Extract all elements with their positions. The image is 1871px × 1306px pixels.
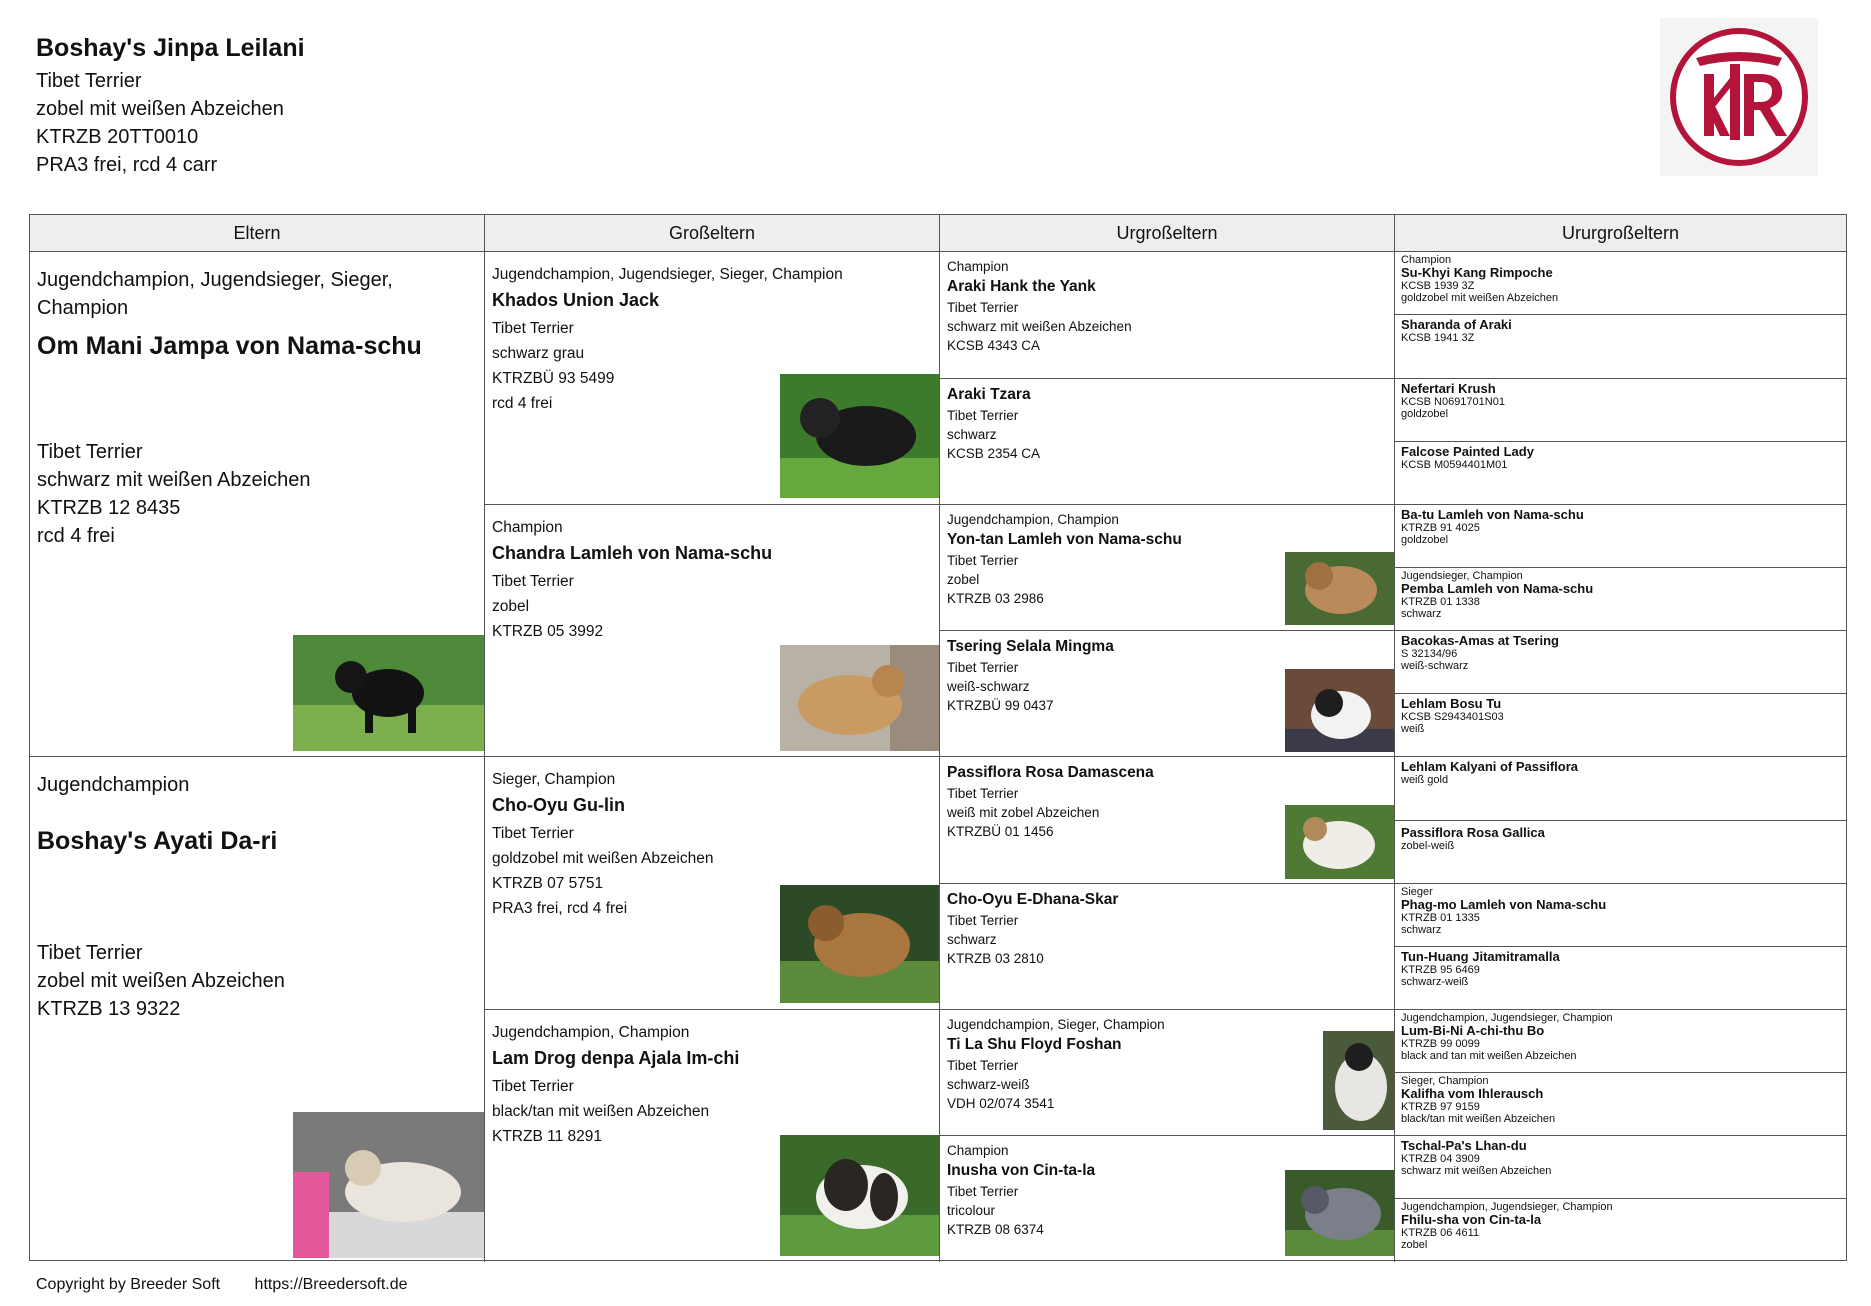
dog-photo bbox=[1285, 552, 1394, 625]
ancestor-color: weiß gold bbox=[1401, 774, 1449, 786]
ancestor-color: schwarz bbox=[1401, 924, 1442, 936]
page-footer bbox=[36, 1276, 438, 1294]
great-grandparent-8 bbox=[940, 1136, 1395, 1262]
grandparent-titles: Jugendchampion, Champion bbox=[492, 1024, 690, 1041]
ancestor-name: Passiflora Rosa Gallica bbox=[1401, 825, 1545, 840]
great-great-grandparent-15 bbox=[1395, 1136, 1846, 1199]
grandparent-breed: Tibet Terrier bbox=[492, 825, 574, 842]
parent-registration: KTRZB 13 9322 bbox=[37, 998, 181, 1020]
great-grandparent-name: Yon-tan Lamleh von Nama-schu bbox=[947, 531, 1182, 548]
ancestor-name: Kalifha vom Ihlerausch bbox=[1401, 1086, 1544, 1101]
ancestor-name: Falcose Painted Lady bbox=[1401, 444, 1534, 459]
great-grandparent-5 bbox=[940, 757, 1395, 884]
ancestor-titles: Jugendsieger, Champion bbox=[1401, 570, 1523, 582]
parent-name: Boshay's Ayati Da-ri bbox=[37, 827, 278, 855]
great-grandparent-breed: Tibet Terrier bbox=[947, 553, 1019, 568]
great-grandparent-breed: Tibet Terrier bbox=[947, 660, 1019, 675]
great-grandparent-color: weiß mit zobel Abzeichen bbox=[947, 805, 1100, 820]
great-great-grandparent-14 bbox=[1395, 1073, 1846, 1136]
grandparent-name: Lam Drog denpa Ajala Im-chi bbox=[492, 1048, 740, 1068]
pedigree-table bbox=[29, 214, 1847, 1261]
great-grandparent-color: zobel bbox=[947, 572, 980, 587]
great-great-grandparent-7 bbox=[1395, 631, 1846, 694]
great-grandparent-registration: VDH 02/074 3541 bbox=[947, 1096, 1055, 1111]
great-grandparent-2 bbox=[940, 379, 1395, 505]
grandparent-name: Khados Union Jack bbox=[492, 290, 660, 310]
ancestor-registration: KCSB M0594401M01 bbox=[1401, 459, 1508, 471]
great-grandparent-titles: Champion bbox=[947, 1143, 1009, 1158]
great-grandparent-6 bbox=[940, 884, 1395, 1010]
column-header-great-grandparents: Urgroßeltern bbox=[940, 215, 1395, 252]
great-grandparent-1 bbox=[940, 252, 1395, 379]
ktr-logo bbox=[1660, 18, 1818, 176]
ancestor-name: Nefertari Krush bbox=[1401, 381, 1496, 396]
grandparent-registration: KTRZB 07 5751 bbox=[492, 875, 604, 892]
parent-sire bbox=[30, 252, 485, 757]
grandparent-color: black/tan mit weißen Abzeichen bbox=[492, 1103, 710, 1120]
great-grandparent-name: Tsering Selala Mingma bbox=[947, 638, 1114, 655]
ancestor-registration: KTRZB 95 6469 bbox=[1401, 964, 1480, 976]
great-grandparent-titles: Jugendchampion, Champion bbox=[947, 512, 1119, 527]
great-grandparent-color: weiß-schwarz bbox=[947, 679, 1030, 694]
copyright-text: Copyright by Breeder Soft bbox=[36, 1276, 221, 1293]
parent-dam bbox=[30, 757, 485, 1262]
great-grandparent-color: schwarz-weiß bbox=[947, 1077, 1030, 1092]
great-great-grandparent-5 bbox=[1395, 505, 1846, 568]
great-grandparent-registration: KTRZBÜ 01 1456 bbox=[947, 824, 1054, 839]
great-grandparent-registration: KTRZB 03 2986 bbox=[947, 591, 1044, 606]
great-grandparent-name: Cho-Oyu E-Dhana-Skar bbox=[947, 891, 1119, 908]
dog-photo bbox=[1285, 1170, 1394, 1256]
dog-health: PRA3 frei, rcd 4 carr bbox=[36, 154, 218, 176]
dog-photo bbox=[780, 374, 939, 498]
parent-breed: Tibet Terrier bbox=[37, 942, 143, 964]
website-link[interactable]: https://Breedersoft.de bbox=[254, 1276, 408, 1293]
great-grandparent-breed: Tibet Terrier bbox=[947, 1184, 1019, 1199]
great-grandparent-name: Inusha von Cin-ta-la bbox=[947, 1162, 1096, 1179]
dog-photo bbox=[1323, 1031, 1394, 1130]
ancestor-color: schwarz bbox=[1401, 608, 1442, 620]
ancestor-color: zobel bbox=[1401, 1239, 1428, 1251]
parent-health: rcd 4 frei bbox=[37, 525, 115, 547]
ancestor-name: Sharanda of Araki bbox=[1401, 317, 1512, 332]
parent-color: zobel mit weißen Abzeichen bbox=[37, 970, 285, 992]
parent-titles: Jugendchampion bbox=[37, 774, 190, 796]
grandparent-titles: Sieger, Champion bbox=[492, 771, 616, 788]
grandparent-color: goldzobel mit weißen Abzeichen bbox=[492, 850, 714, 867]
great-great-grandparent-8 bbox=[1395, 694, 1846, 757]
dog-photo bbox=[780, 645, 939, 751]
great-great-grandparent-12 bbox=[1395, 947, 1846, 1010]
great-grandparent-4 bbox=[940, 631, 1395, 757]
ancestor-titles: Sieger, Champion bbox=[1401, 1075, 1489, 1087]
ancestor-name: Tun-Huang Jitamitramalla bbox=[1401, 949, 1560, 964]
ancestor-registration: KCSB S2943401S03 bbox=[1401, 711, 1504, 723]
grandparent-color: zobel bbox=[492, 598, 530, 615]
ancestor-registration: KTRZB 99 0099 bbox=[1401, 1038, 1480, 1050]
great-great-grandparent-13 bbox=[1395, 1010, 1846, 1073]
ancestor-titles: Sieger bbox=[1401, 886, 1433, 898]
dog-photo bbox=[780, 1135, 939, 1256]
ancestor-registration: KCSB 1941 3Z bbox=[1401, 332, 1475, 344]
column-header-grandparents: Großeltern bbox=[485, 215, 940, 252]
grandparent-dam-sire bbox=[485, 757, 940, 1010]
parent-details bbox=[37, 438, 310, 550]
great-grandparent-breed: Tibet Terrier bbox=[947, 786, 1019, 801]
grandparent-sire-dam bbox=[485, 505, 940, 757]
ancestor-name: Ba-tu Lamleh von Nama-schu bbox=[1401, 507, 1584, 522]
grandparent-color: schwarz grau bbox=[492, 345, 585, 362]
great-grandparent-3 bbox=[940, 505, 1395, 631]
ancestor-name: Lehlam Bosu Tu bbox=[1401, 696, 1502, 711]
grandparent-titles: Jugendchampion, Jugendsieger, Sieger, Champion bbox=[492, 266, 843, 283]
ancestor-registration: S 32134/96 bbox=[1401, 648, 1458, 660]
ancestor-color: goldzobel mit weißen Abzeichen bbox=[1401, 292, 1559, 304]
great-grandparent-color: schwarz mit weißen Abzeichen bbox=[947, 319, 1132, 334]
column-header-parents: Eltern bbox=[30, 215, 485, 252]
parent-breed: Tibet Terrier bbox=[37, 441, 143, 463]
ancestor-name: Bacokas-Amas at Tsering bbox=[1401, 633, 1559, 648]
dog-photo bbox=[293, 635, 484, 751]
dog-photo bbox=[293, 1112, 484, 1258]
grandparent-health: rcd 4 frei bbox=[492, 395, 553, 412]
ancestor-name: Fhilu-sha von Cin-ta-la bbox=[1401, 1212, 1542, 1227]
great-grandparent-color: tricolour bbox=[947, 1203, 996, 1218]
great-grandparent-name: Ti La Shu Floyd Foshan bbox=[947, 1036, 1122, 1053]
parent-name: Om Mani Jampa von Nama-schu bbox=[37, 332, 422, 360]
ancestor-color: weiß-schwarz bbox=[1401, 660, 1469, 672]
grandparent-name: Chandra Lamleh von Nama-schu bbox=[492, 543, 773, 563]
ancestor-color: weiß bbox=[1401, 723, 1425, 735]
dog-photo bbox=[1285, 805, 1394, 879]
ancestor-color: black and tan mit weißen Abzeichen bbox=[1401, 1050, 1577, 1062]
great-grandparent-breed: Tibet Terrier bbox=[947, 913, 1019, 928]
ancestor-titles: Champion bbox=[1401, 254, 1452, 266]
ancestor-registration: KTRZB 97 9159 bbox=[1401, 1101, 1480, 1113]
great-grandparent-name: Araki Tzara bbox=[947, 386, 1031, 403]
grandparent-registration: KTRZBÜ 93 5499 bbox=[492, 370, 615, 387]
great-grandparent-breed: Tibet Terrier bbox=[947, 408, 1019, 423]
ancestor-titles: Jugendchampion, Jugendsieger, Champion bbox=[1401, 1201, 1613, 1213]
ancestor-name: Lum-Bi-Ni A-chi-thu Bo bbox=[1401, 1023, 1545, 1038]
great-great-grandparent-1 bbox=[1395, 252, 1846, 315]
great-grandparent-registration: KTRZB 08 6374 bbox=[947, 1222, 1044, 1237]
great-grandparent-registration: KTRZBÜ 99 0437 bbox=[947, 698, 1054, 713]
ancestor-registration: KTRZB 01 1335 bbox=[1401, 912, 1480, 924]
grandparent-breed: Tibet Terrier bbox=[492, 320, 574, 337]
great-grandparent-titles: Champion bbox=[947, 259, 1009, 274]
parent-registration: KTRZB 12 8435 bbox=[37, 497, 181, 519]
dog-photo bbox=[1285, 669, 1394, 752]
dog-name: Boshay's Jinpa Leilani bbox=[36, 34, 305, 62]
dog-photo bbox=[780, 885, 939, 1003]
great-grandparent-registration: KCSB 2354 CA bbox=[947, 446, 1041, 461]
great-grandparent-registration: KCSB 4343 CA bbox=[947, 338, 1041, 353]
ancestor-name: Phag-mo Lamleh von Nama-schu bbox=[1401, 897, 1607, 912]
ancestor-name: Tschal-Pa's Lhan-du bbox=[1401, 1138, 1527, 1153]
great-great-grandparent-4 bbox=[1395, 442, 1846, 505]
ancestor-color: black/tan mit weißen Abzeichen bbox=[1401, 1113, 1556, 1125]
ancestor-registration: KTRZB 91 4025 bbox=[1401, 522, 1480, 534]
ancestor-registration: KTRZB 04 3909 bbox=[1401, 1153, 1480, 1165]
great-great-grandparent-16 bbox=[1395, 1199, 1846, 1262]
great-grandparent-titles: Jugendchampion, Sieger, Champion bbox=[947, 1017, 1165, 1032]
ancestor-registration: KCSB 1939 3Z bbox=[1401, 280, 1475, 292]
great-grandparent-color: schwarz bbox=[947, 932, 997, 947]
great-great-grandparent-3 bbox=[1395, 379, 1846, 442]
grandparent-breed: Tibet Terrier bbox=[492, 573, 574, 590]
ancestor-name: Su-Khyi Kang Rimpoche bbox=[1401, 265, 1553, 280]
ancestor-name: Pemba Lamleh von Nama-schu bbox=[1401, 581, 1594, 596]
grandparent-registration: KTRZB 05 3992 bbox=[492, 623, 604, 640]
ancestor-registration: KCSB N0691701N01 bbox=[1401, 396, 1505, 408]
ancestor-name: Lehlam Kalyani of Passiflora bbox=[1401, 759, 1579, 774]
grandparent-registration: KTRZB 11 8291 bbox=[492, 1128, 602, 1145]
grandparent-sire-sire bbox=[485, 252, 940, 505]
grandparent-name: Cho-Oyu Gu-lin bbox=[492, 795, 625, 815]
parent-color: schwarz mit weißen Abzeichen bbox=[37, 469, 311, 491]
grandparent-breed: Tibet Terrier bbox=[492, 1078, 574, 1095]
column-header-great-great-grandparents: Ururgroßeltern bbox=[1395, 215, 1846, 252]
dog-color: zobel mit weißen Abzeichen bbox=[36, 98, 284, 120]
dog-registration: KTRZB 20TT0010 bbox=[36, 126, 199, 148]
great-grandparent-7 bbox=[940, 1010, 1395, 1136]
great-great-grandparent-11 bbox=[1395, 884, 1846, 947]
parent-details bbox=[37, 939, 285, 1023]
great-great-grandparent-2 bbox=[1395, 315, 1846, 379]
grandparent-health: PRA3 frei, rcd 4 frei bbox=[492, 900, 628, 917]
grandparent-titles: Champion bbox=[492, 519, 563, 536]
great-great-grandparent-9 bbox=[1395, 757, 1846, 821]
great-grandparent-registration: KTRZB 03 2810 bbox=[947, 951, 1044, 966]
ancestor-color: schwarz-weiß bbox=[1401, 976, 1469, 988]
ancestor-registration: KTRZB 01 1338 bbox=[1401, 596, 1480, 608]
great-grandparent-color: schwarz bbox=[947, 427, 997, 442]
great-great-grandparent-10 bbox=[1395, 821, 1846, 884]
ancestor-color: goldzobel bbox=[1401, 534, 1449, 546]
parent-titles: Jugendchampion, Jugendsieger, Sieger, Champion bbox=[37, 269, 393, 319]
great-grandparent-name: Passiflora Rosa Damascena bbox=[947, 764, 1154, 781]
grandparent-dam-dam bbox=[485, 1010, 940, 1262]
ancestor-titles: Jugendchampion, Jugendsieger, Champion bbox=[1401, 1012, 1613, 1024]
great-grandparent-breed: Tibet Terrier bbox=[947, 300, 1019, 315]
ancestor-color: schwarz mit weißen Abzeichen bbox=[1401, 1165, 1552, 1177]
dog-breed: Tibet Terrier bbox=[36, 70, 142, 92]
great-grandparent-name: Araki Hank the Yank bbox=[947, 278, 1096, 295]
great-great-grandparent-6 bbox=[1395, 568, 1846, 631]
ancestor-color: goldzobel bbox=[1401, 408, 1449, 420]
great-grandparent-breed: Tibet Terrier bbox=[947, 1058, 1019, 1073]
dog-header bbox=[36, 34, 305, 179]
ancestor-color: zobel-weiß bbox=[1401, 840, 1455, 852]
ancestor-registration: KTRZB 06 4611 bbox=[1401, 1227, 1480, 1239]
